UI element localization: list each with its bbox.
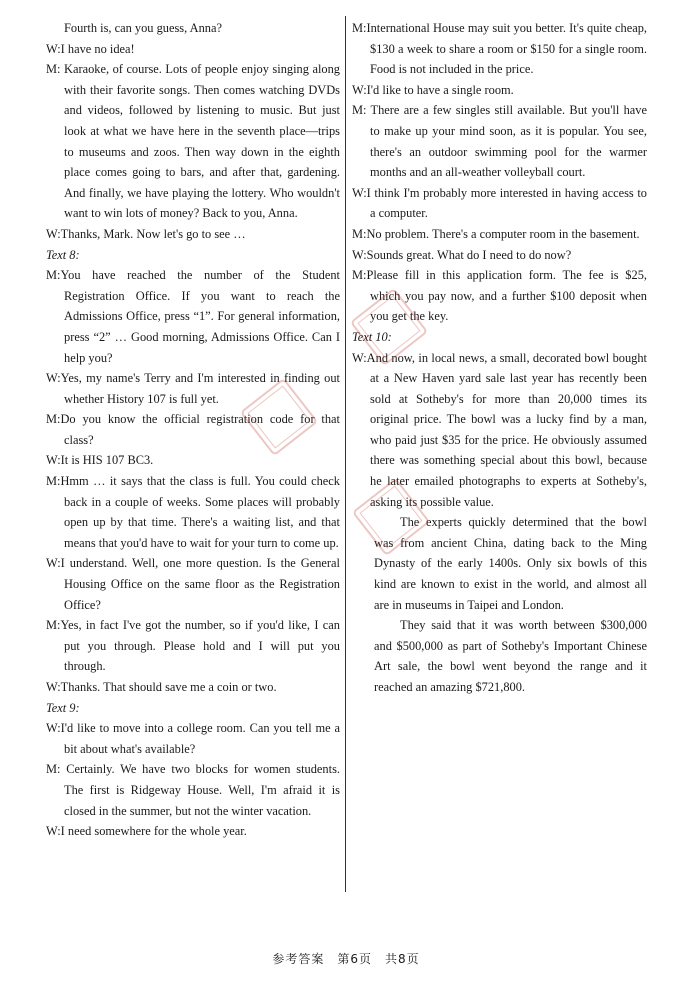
dialogue-paragraph: M:Please fill in this application form. The fee is $25, which you pay now, and a further $100 deposit when you get the key. <box>352 268 647 324</box>
dialogue-paragraph: M:Hmm … it says that the class is full. You could check back in a couple of weeks. Some places will probably open up by that time. There's a waiting list, and that means that you'd have to wait for your turn to come up. <box>46 474 340 550</box>
dialogue-paragraph: W:I think I'm probably more interested in having access to a computer. <box>352 185 647 221</box>
dialogue-paragraph: They said that it was worth between $300,000 and $500,000 as part of Sotheby's Important Chinese Art sale, the bowl went beyond the range and it reached an amazing $721,800. <box>374 618 647 694</box>
section-heading: Text 8: <box>46 247 80 262</box>
page-footer: 参考答案 第6页 共8页 <box>272 952 420 966</box>
dialogue-paragraph: W:I understand. Well, one more question. Is the General Housing Office on the same floor as the Registration Office? <box>46 556 340 612</box>
column-divider <box>345 16 346 892</box>
dialogue-paragraph: M:You have reached the number of the Student Registration Office. If you want to reach the Admissions Office, press “1”. For general information, press “2” … Good morning, Admissions Office. Can I help you? <box>46 268 340 365</box>
dialogue-paragraph: M:Do you know the official registration code for that class? <box>46 412 340 447</box>
dialogue-paragraph: M: Karaoke, of course. Lots of people enjoy singing along with their favorite songs. Then comes watching DVDs and videos, followed by listening to music. But just look at what we have here in the seventh place—trips to museums and zoos. Then way down in the eighth place comes going to bars, and after that, gardening. And finally, we have playing the lottery. Who wouldn't want to win lots of money? Back to you, Anna. <box>46 62 340 221</box>
section-heading: Text 9: <box>46 700 80 715</box>
dialogue-paragraph: W:Yes, my name's Terry and I'm interested in finding out whether History 107 is full yet. <box>46 371 340 406</box>
dialogue-paragraph: W:And now, in local news, a small, decorated bowl bought at a New Haven yard sale last year has recently been sold at Sotheby's for more than 20,000 times its original price. The bowl was a lucky find by a man, who paid just $35 for the price. He obviously assumed there was something special about this bowl, because he later emailed photographs to experts at Sotheby's, asking its possible value. <box>352 350 647 509</box>
dialogue-paragraph: W:I have no idea! <box>46 41 135 56</box>
dialogue-paragraph: M:No problem. There's a computer room in the basement. <box>352 226 640 241</box>
dialogue-paragraph: M:Yes, in fact I've got the number, so if you'd like, I can put you through. Please hold and I will put you through. <box>46 618 340 674</box>
dialogue-paragraph: Fourth is, can you guess, Anna? <box>64 21 222 35</box>
dialogue-paragraph: M: There are a few singles still available. But you'll have to make up your mind soon, as it is popular. You see, there's an outdoor swimming pool for the warmer months and an all-weather volleyball court. <box>352 103 647 180</box>
dialogue-paragraph: W:I'd like to move into a college room. Can you tell me a bit about what's available? <box>46 721 340 756</box>
dialogue-paragraph: M: Certainly. We have two blocks for women students. The first is Ridgeway House. Well, I'm afraid it is closed in the summer, but not the winter vacation. <box>46 762 340 818</box>
dialogue-paragraph: W:Sounds great. What do I need to do now? <box>352 247 572 262</box>
dialogue-paragraph: W:I need somewhere for the whole year. <box>46 824 247 839</box>
section-heading: Text 10: <box>352 329 392 344</box>
dialogue-paragraph: W:I'd like to have a single room. <box>352 82 514 97</box>
dialogue-paragraph: W:Thanks. That should save me a coin or two. <box>46 680 277 694</box>
dialogue-paragraph: M:International House may suit you better. It's quite cheap, $130 a week to share a room or $150 for a single room. Food is not included in the price. <box>352 21 647 77</box>
dialogue-paragraph: The experts quickly determined that the bowl was from ancient China, dating back to the Ming Dynasty of the early 1400s. Only six bowls of this kind are known to exist in the world, and almost all are in museums in Taipei and London. <box>374 515 647 612</box>
dialogue-paragraph: W:It is HIS 107 BC3. <box>46 453 154 468</box>
dialogue-paragraph: W:Thanks, Mark. Now let's go to see … <box>46 226 246 241</box>
